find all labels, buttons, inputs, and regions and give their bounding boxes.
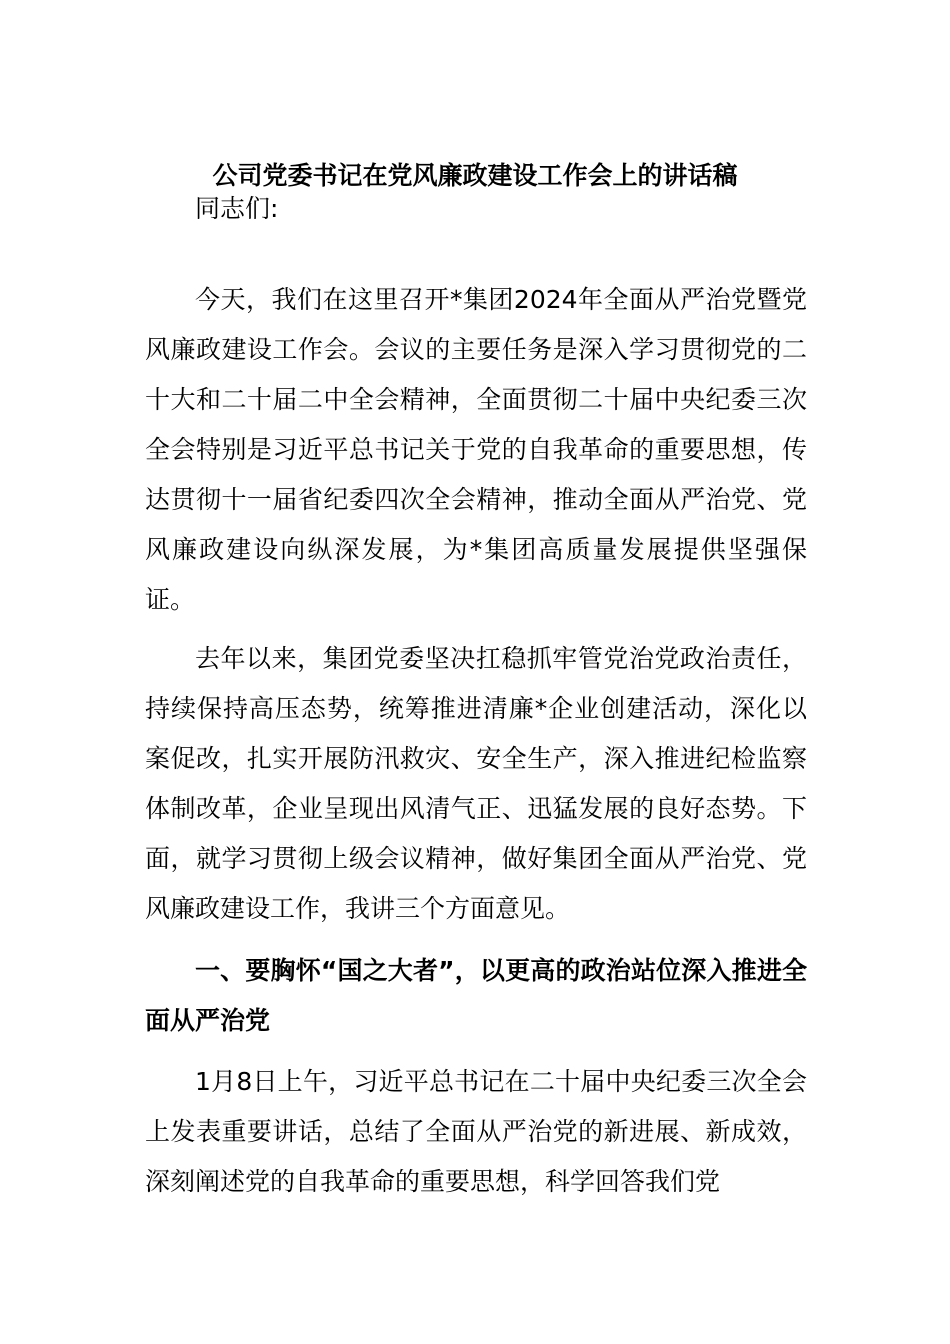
salutation: 同志们: [195,194,279,223]
paragraph-section-one: 1月8日上午，习近平总书记在二十届中央纪委三次全会上发表重要讲话，总结了全面从严治党的新进展、新成效，深刻阐述党的自我革命的重要思想，科学回答我们党 [145,1067,807,1196]
section-heading-one: 一、要胸怀“国之大者”，以更高的政治站位深入推进全面从严治党 [145,956,807,1035]
document-title: 公司党委书记在党风廉政建设工作会上的讲话稿 [212,161,738,190]
paragraph-review: 去年以来，集团党委坚决扛稳抓牢管党治党政治责任，持续保持高压态势，统筹推进清廉*企业创建活动，深化以案促改，扎实开展防汛救灾、安全生产，深入推进纪检监察体制改革，企业呈现出风清气正、迅猛发展的良好态势。下面，就学习贯彻上级会议精神，做好集团全面从严治党、党风廉政建设工作，我讲三个方面意见。 [145,644,807,923]
paragraph-intro: 今天，我们在这里召开*集团2024年全面从严治党暨党风廉政建设工作会。会议的主要任务是深入学习贯彻党的二十大和二十届二中全会精神，全面贯彻二十届中央纪委三次全会特别是习近平总书记关于党的自我革命的重要思想，传达贯彻十一届省纪委四次全会精神，推动全面从严治党、党风廉政建设向纵深发展，为*集团高质量发展提供坚强保证。 [145,285,807,614]
